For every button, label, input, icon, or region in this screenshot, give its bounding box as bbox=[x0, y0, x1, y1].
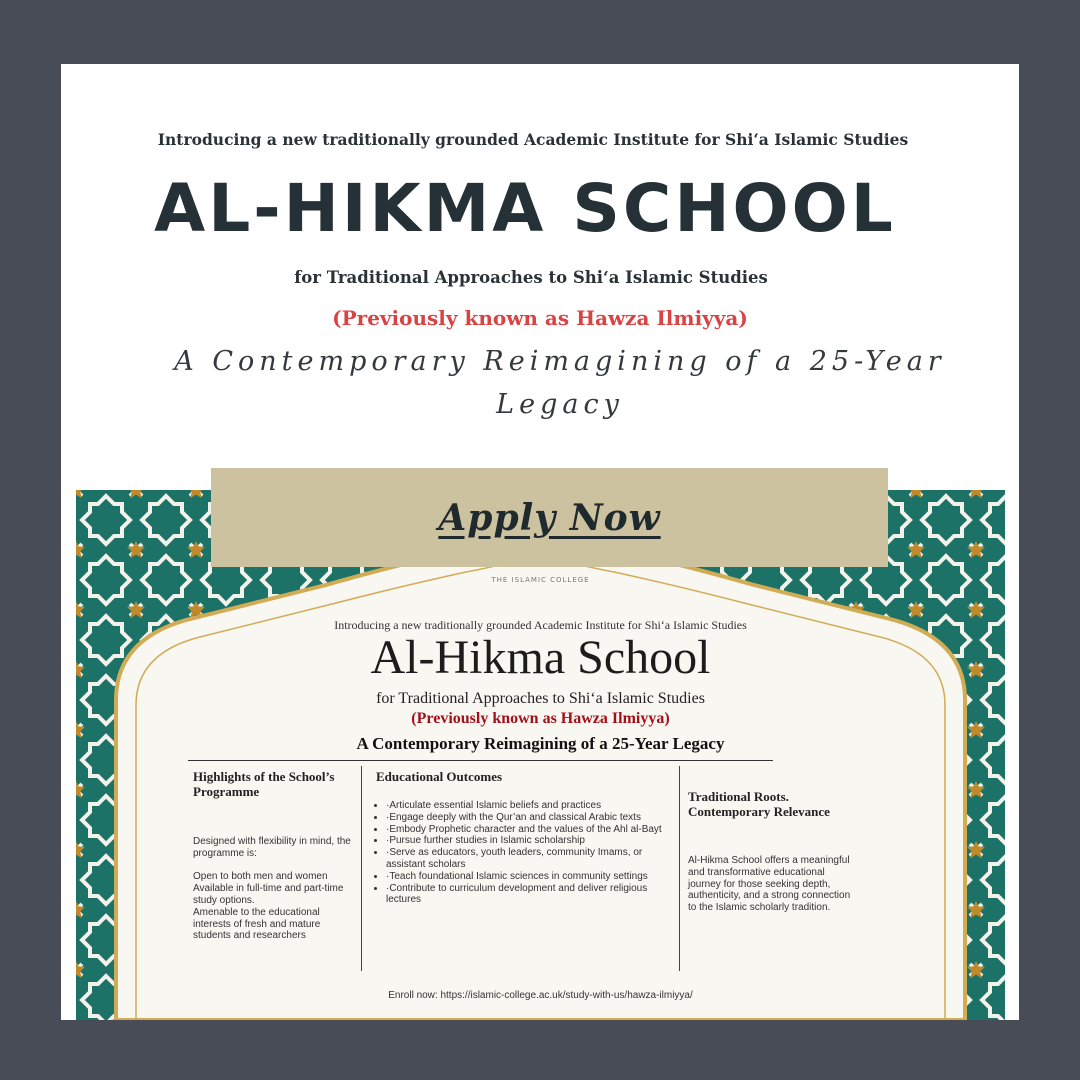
list-item: • ·Serve as educators, youth leaders, community Imams, or assistant scholars bbox=[386, 847, 676, 871]
flyer-divider bbox=[188, 760, 773, 761]
school-title: AL-HIKMA SCHOOL bbox=[154, 170, 896, 247]
list-item: • ·Articulate essential Islamic beliefs and practices bbox=[386, 800, 676, 812]
flyer-subtitle: for Traditional Approaches to Shi‘a Islamic Studies bbox=[376, 690, 705, 707]
flyer-intro: Introducing a new traditionally grounded Academic Institute for Shi‘a Islamic Studies bbox=[334, 618, 747, 632]
previous-name-note: (Previously known as Hawza Ilmiyya) bbox=[332, 306, 748, 330]
apply-now-button[interactable] bbox=[211, 468, 888, 567]
tagline: A Contemporary Reimagining of a 25-Year Legacy bbox=[174, 346, 946, 420]
list-item: • ·Embody Prophetic character and the values of the Ahl al-Bayt bbox=[386, 824, 676, 836]
flyer-previous-name: (Previously known as Hawza Ilmiyya) bbox=[411, 710, 670, 727]
col3-text: Al-Hikma School offers a meaningful and transformative educational journey for those seeking depth, authenticity, and a strong connection to the Islamic scholarly tradition. bbox=[688, 855, 851, 914]
col2-heading: Educational Outcomes bbox=[376, 769, 503, 784]
column-divider bbox=[679, 766, 680, 971]
list-item: • ·Contribute to curriculum development and deliver religious lectures bbox=[386, 883, 676, 907]
flyer-image bbox=[76, 490, 1005, 1020]
col2-outcomes-list bbox=[372, 800, 676, 906]
col3-heading: Traditional Roots. Contemporary Relevance bbox=[688, 789, 830, 819]
flyer-enroll-link: Enroll now: https://islamic-college.ac.uk/study-with-us/hawza-ilmiyya/ bbox=[388, 990, 693, 1001]
flyer-content bbox=[76, 490, 1005, 1020]
flyer-college-logo: THE ISLAMIC COLLEGE bbox=[491, 576, 590, 584]
intro-line: Introducing a new traditionally grounded Academic Institute for Shi‘a Islamic Studies bbox=[157, 130, 909, 149]
col1-text: Designed with flexibility in mind, the programme is: Open to both men and women Available in full-time and part-time study options. Amenable to the educational interests of fresh and mature students and researchers bbox=[193, 836, 351, 942]
list-item: • ·Teach foundational Islamic sciences in community settings bbox=[386, 871, 676, 883]
list-item: • ·Pursue further studies in Islamic scholarship bbox=[386, 835, 676, 847]
column-divider bbox=[361, 766, 362, 971]
school-subtitle: for Traditional Approaches to Shi‘a Islamic Studies bbox=[294, 268, 768, 287]
apply-now-label[interactable]: Apply Now bbox=[438, 496, 661, 539]
flyer-title: Al-Hikma School bbox=[370, 631, 711, 684]
list-item: • ·Engage deeply with the Qur’an and classical Arabic texts bbox=[386, 812, 676, 824]
flyer-tagline: A Contemporary Reimagining of a 25-Year Legacy bbox=[356, 734, 725, 753]
col1-heading: Highlights of the School’s Programme bbox=[193, 769, 335, 799]
